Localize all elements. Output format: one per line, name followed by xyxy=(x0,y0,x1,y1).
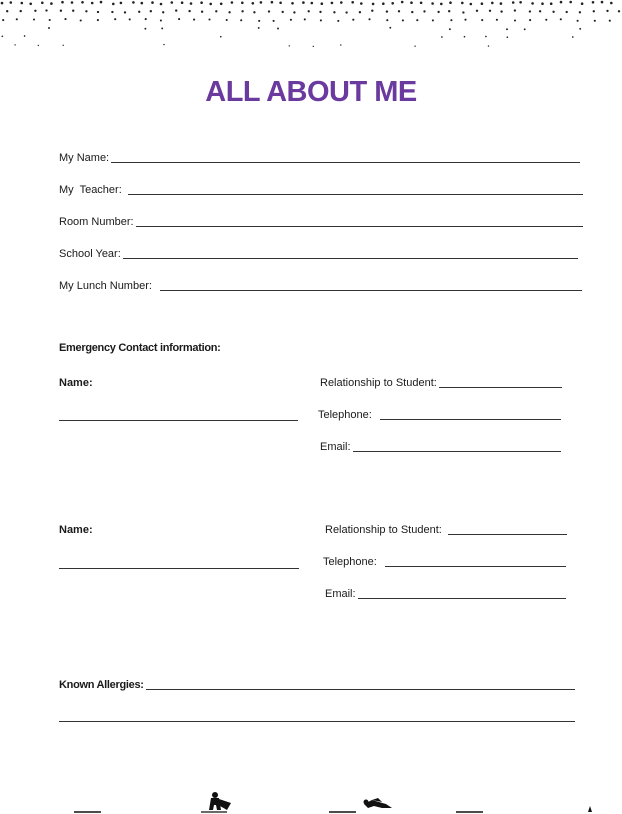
school-year-line[interactable] xyxy=(123,247,578,259)
contact1-relationship-line[interactable] xyxy=(439,376,562,388)
footer-decoration xyxy=(0,788,622,814)
contact2-telephone-line[interactable] xyxy=(385,555,566,567)
emergency-heading: Emergency Contact information: xyxy=(59,342,221,354)
superhero-icon xyxy=(201,792,231,812)
lunch-number-field[interactable] xyxy=(59,279,582,293)
contact2-name-label: Name: xyxy=(59,524,93,536)
footer-corner-mark xyxy=(588,806,592,812)
contact1-relationship-label: Relationship to Student: xyxy=(320,377,437,389)
room-number-line[interactable] xyxy=(136,215,583,227)
contact2-relationship-label: Relationship to Student: xyxy=(325,524,442,536)
contact1-telephone-line[interactable] xyxy=(380,408,561,420)
lunch-number-line[interactable] xyxy=(160,279,582,291)
allergies-label: Known Allergies: xyxy=(59,679,144,691)
my-name-line[interactable] xyxy=(111,151,580,163)
my-teacher-field[interactable] xyxy=(59,183,583,197)
contact2-telephone-label: Telephone: xyxy=(323,556,377,568)
my-teacher-line[interactable] xyxy=(128,183,583,195)
school-year-label: School Year: xyxy=(59,248,121,260)
lunch-number-label: My Lunch Number: xyxy=(59,280,152,292)
contact1-name-label: Name: xyxy=(59,377,93,389)
contact2-email-field[interactable] xyxy=(325,587,566,601)
allergies-field[interactable] xyxy=(59,678,575,692)
contact2-email-label: Email: xyxy=(325,588,356,600)
contact1-name-line[interactable] xyxy=(59,420,298,421)
contact2-email-line[interactable] xyxy=(358,587,566,599)
my-name-field[interactable] xyxy=(59,151,580,165)
contact1-relationship-field[interactable] xyxy=(320,376,562,390)
contact2-telephone-field[interactable] xyxy=(323,555,566,569)
contact2-relationship-line[interactable] xyxy=(448,523,567,535)
flying-superhero-icon xyxy=(364,798,393,808)
allergies-line[interactable] xyxy=(146,678,575,690)
contact2-name-line[interactable] xyxy=(59,568,299,569)
my-teacher-label: My Teacher: xyxy=(59,184,122,196)
contact1-telephone-field[interactable] xyxy=(318,408,561,422)
allergies-second-line[interactable] xyxy=(59,721,575,722)
room-number-label: Room Number: xyxy=(59,216,134,228)
contact1-email-line[interactable] xyxy=(353,440,561,452)
my-name-label: My Name: xyxy=(59,152,110,164)
page-title: ALL ABOUT ME xyxy=(205,76,417,108)
contact2-relationship-field[interactable] xyxy=(325,523,567,537)
contact1-telephone-label: Telephone: xyxy=(318,409,372,421)
room-number-field[interactable] xyxy=(59,215,583,229)
dot-pattern-decoration xyxy=(0,0,622,60)
contact1-email-label: Email: xyxy=(320,441,351,453)
contact1-email-field[interactable] xyxy=(320,440,561,454)
school-year-field[interactable] xyxy=(59,247,578,261)
